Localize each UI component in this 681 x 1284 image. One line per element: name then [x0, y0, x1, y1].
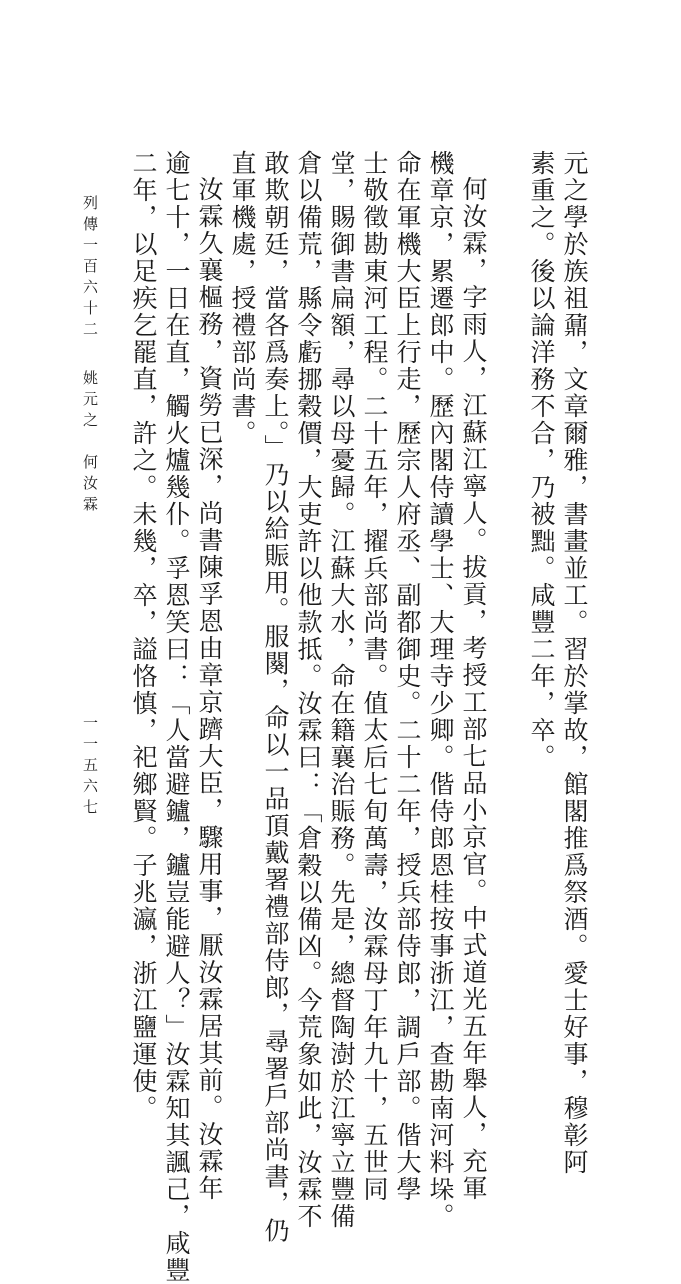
text-column-8: 倉以備荒，縣令虧挪穀價，大吏許以他款抵。汝霖曰：「倉穀以備凶。今荒象如此，汝霖不	[294, 150, 323, 1230]
text-column-10: 直軍機處，授禮部尚書。	[228, 150, 257, 447]
text-column-4: 機章京，累遷郎中。歷內閣侍讀學士、大理寺少卿。偕侍郎恩桂按事浙江，查勘南河料垛。	[426, 150, 455, 1230]
text-column-11: 汝霖久襄樞務，資勞已深，尚書陳孚恩由章京躋大臣，驟用事，厭汝霖居其前。汝霖年	[195, 176, 224, 1202]
text-column-7: 堂，賜御書扁額，尋以母憂歸。江蘇大水，命在籍襄治賑務。先是，總督陶澍於江寧立豐備	[327, 150, 356, 1230]
text-column-2: 素重之。後以論洋務不合，乃被黜。咸豐二年，卒。	[527, 150, 556, 771]
text-column-13: 二年，以足疾乞罷直，許之。未幾，卒，謚恪慎，祀鄉賢。子兆瀛，浙江鹽運使。	[129, 150, 158, 1122]
text-column-5: 命在軍機大臣上行走，歷宗人府丞、副都御史。二十二年，授兵部侍郎，調戶部。偕大學	[393, 150, 422, 1203]
margin-biography-names: 姚元之 何汝霖	[81, 370, 99, 517]
text-column-9: 敢欺朝廷，當各爲奏上。」乃以給賑用。服闋，命以一品頂戴署禮部侍郎，尋署戶部尚書，仍	[261, 150, 290, 1245]
text-column-1: 元之學於族祖鼐，文章爾雅，書畫並工。習於掌故，館閣推爲祭酒。愛士好事，穆彰阿	[560, 150, 589, 1176]
text-column-6: 士敬徵勘東河工程。二十五年，擢兵部尚書。值太后七旬萬壽，汝霖母丁年九十，五世同	[360, 150, 389, 1203]
page-number: 一一五六七	[81, 715, 99, 820]
text-column-12: 逾七十，一日在直，觸火爐幾仆。孚恩笑曰：「人當避鑪，鑪豈能避人？」汝霖知其諷己，咸豐	[162, 150, 191, 1284]
text-column-3: 何汝霖，字雨人，江蘇江寧人。拔貢，考授工部七品小京官。中式道光五年舉人，充軍	[459, 176, 488, 1202]
margin-section-title: 列傳一百六十二	[81, 195, 99, 342]
